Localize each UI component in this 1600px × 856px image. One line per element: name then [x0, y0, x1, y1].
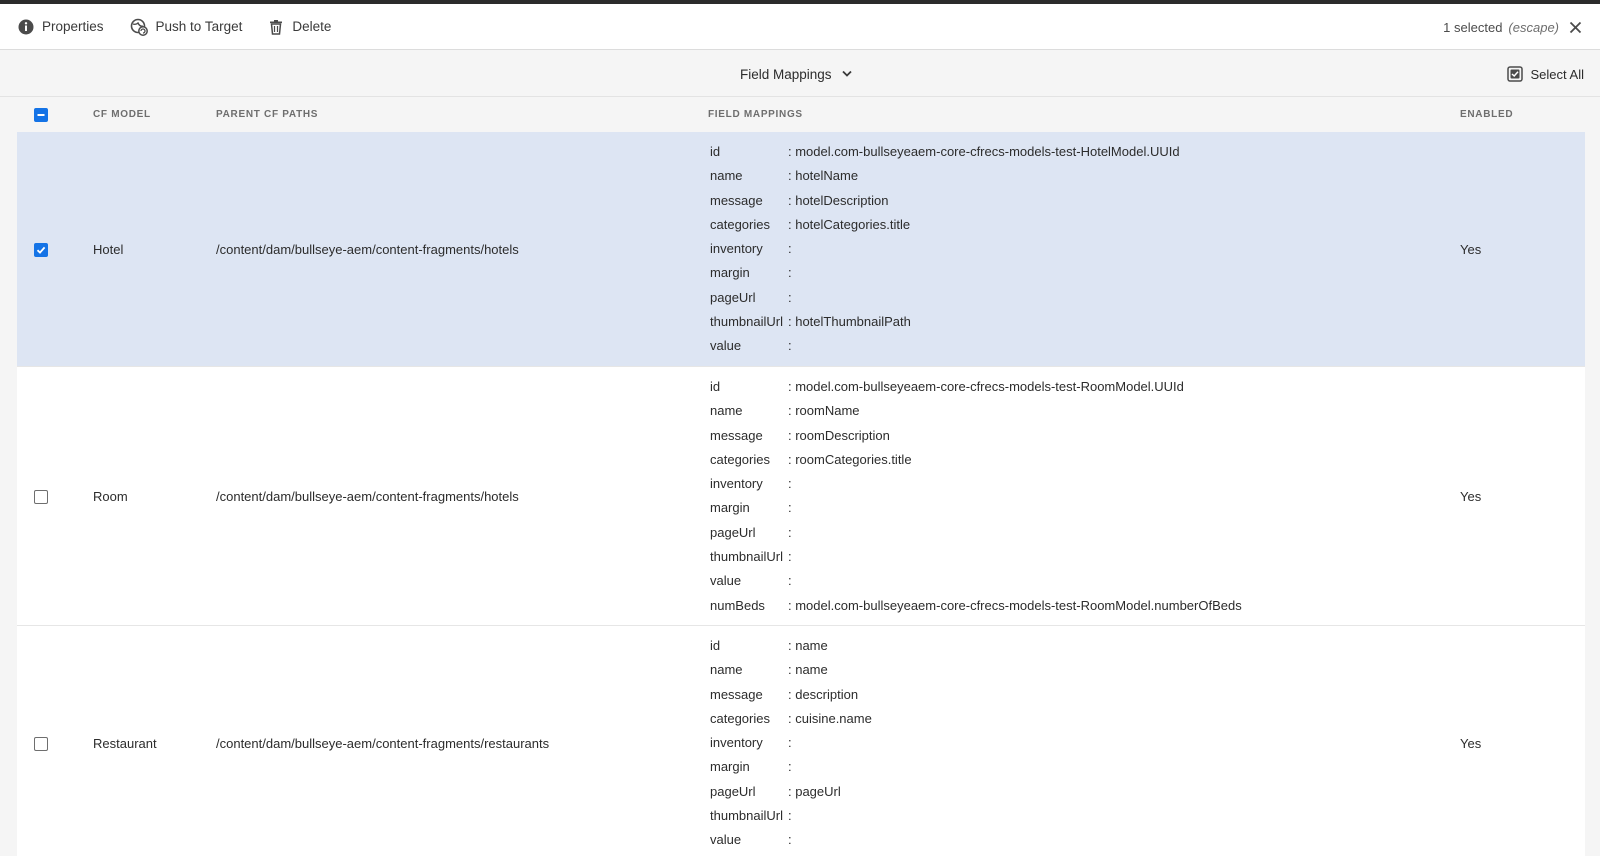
mapping-line — [710, 707, 872, 731]
mapping-key: margin — [710, 759, 750, 775]
view-switcher[interactable] — [740, 51, 852, 97]
parent-path-cell: /content/dam/bullseye-aem/content-fragments/hotels — [216, 489, 519, 504]
field-mappings-cell — [710, 634, 872, 853]
mapping-value: : — [788, 573, 792, 589]
mapping-line — [710, 496, 1242, 520]
mapping-key: pageUrl — [710, 783, 756, 799]
mapping-key: value — [710, 832, 742, 848]
field-mappings-cell — [710, 140, 1180, 359]
title-bar — [0, 51, 1600, 97]
mapping-key: categories — [710, 710, 770, 726]
delete-button[interactable] — [268, 19, 331, 35]
mapping-line — [710, 594, 1242, 618]
mapping-line — [710, 731, 872, 755]
select-all-icon — [1507, 66, 1523, 82]
header-enabled[interactable]: ENABLED — [1460, 109, 1514, 120]
table-row[interactable] — [17, 626, 1585, 856]
mapping-key: name — [710, 403, 743, 419]
mapping-key: inventory — [710, 735, 763, 751]
mapping-key: numBeds — [710, 597, 765, 613]
close-icon — [1569, 21, 1582, 34]
mapping-key: name — [710, 168, 743, 184]
row-checkbox[interactable] — [34, 737, 48, 751]
mapping-key: message — [710, 686, 763, 702]
mapping-line — [710, 399, 1242, 423]
info-icon — [18, 19, 34, 35]
header-parent-cf-paths[interactable]: PARENT CF PATHS — [216, 109, 319, 120]
mapping-value: : — [788, 735, 792, 751]
mapping-line — [710, 780, 872, 804]
mapping-value: : — [788, 524, 792, 540]
escape-hint: (escape) — [1508, 19, 1559, 35]
mapping-value: : — [788, 476, 792, 492]
mapping-value: : — [788, 759, 792, 775]
mapping-line — [710, 755, 872, 779]
properties-button[interactable] — [18, 19, 104, 35]
mapping-value: : model.com-bullseyeaem-core-cfrecs-models-test-HotelModel.UUId — [788, 144, 1180, 159]
mapping-line — [710, 472, 1242, 496]
mapping-key: value — [710, 338, 742, 354]
mapping-line — [710, 545, 1242, 569]
mapping-key: margin — [710, 265, 750, 281]
mapping-key: margin — [710, 500, 750, 516]
checkmark-icon — [36, 245, 46, 255]
cf-model-cell: Restaurant — [93, 736, 157, 751]
mapping-value: : roomName — [788, 403, 860, 419]
mapping-key: id — [710, 144, 721, 159]
mapping-value: : name — [788, 662, 828, 678]
parent-path-cell: /content/dam/bullseye-aem/content-fragments/hotels — [216, 242, 519, 257]
globe-refresh-icon — [130, 18, 148, 36]
mapping-value: : pageUrl — [788, 783, 841, 799]
mapping-key: thumbnailUrl — [710, 549, 783, 565]
mapping-line — [710, 658, 872, 682]
table-body — [17, 132, 1585, 856]
mapping-key: message — [710, 427, 763, 443]
push-to-target-label: Push to Target — [155, 19, 243, 34]
mapping-value: : — [788, 265, 792, 281]
mapping-key: pageUrl — [710, 524, 756, 540]
mapping-key: value — [710, 573, 742, 589]
selection-info — [1443, 4, 1582, 50]
select-all-button[interactable] — [1507, 51, 1584, 97]
mapping-key: thumbnailUrl — [710, 314, 783, 330]
enabled-cell: Yes — [1460, 489, 1482, 504]
mapping-key: categories — [710, 216, 770, 232]
enabled-cell: Yes — [1460, 736, 1482, 751]
mapping-key: categories — [710, 451, 770, 467]
mapping-line — [710, 828, 872, 852]
mapping-line — [710, 334, 1180, 358]
row-checkbox[interactable] — [34, 490, 48, 504]
select-all-label: Select All — [1530, 66, 1584, 82]
mapping-value: : — [788, 549, 792, 565]
mapping-value: : roomDescription — [788, 427, 890, 443]
cf-model-cell: Room — [93, 489, 128, 504]
mapping-line — [710, 521, 1242, 545]
mapping-line — [710, 140, 1180, 164]
push-to-target-button[interactable] — [130, 18, 243, 36]
mapping-value: : model.com-bullseyeaem-core-cfrecs-models-test-RoomModel.numberOfBeds — [788, 597, 1242, 613]
mapping-key: id — [710, 379, 721, 394]
mapping-key: message — [710, 192, 763, 208]
row-checkbox[interactable] — [34, 243, 48, 257]
mapping-line — [710, 683, 872, 707]
mapping-key: name — [710, 662, 743, 678]
mapping-line — [710, 448, 1242, 472]
mapping-line — [710, 634, 872, 658]
mapping-key: inventory — [710, 476, 763, 492]
mapping-line — [710, 189, 1180, 213]
header-cf-model[interactable]: CF MODEL — [93, 109, 151, 120]
mapping-key: inventory — [710, 241, 763, 257]
mapping-value: : — [788, 338, 792, 354]
mapping-line — [710, 310, 1180, 334]
chevron-down-icon — [842, 70, 852, 78]
mapping-value: : roomCategories.title — [788, 451, 912, 467]
mapping-line — [710, 569, 1242, 593]
mapping-value: : hotelThumbnailPath — [788, 314, 911, 330]
minus-icon — [37, 111, 45, 119]
mapping-line — [710, 375, 1242, 399]
parent-path-cell: /content/dam/bullseye-aem/content-fragments/restaurants — [216, 736, 550, 751]
enabled-cell: Yes — [1460, 242, 1482, 257]
mapping-value: : — [788, 808, 792, 824]
mapping-value: : — [788, 241, 792, 257]
cf-model-cell: Hotel — [93, 242, 124, 257]
mapping-line — [710, 804, 872, 828]
mapping-key: thumbnailUrl — [710, 808, 783, 824]
mapping-value: : description — [788, 686, 859, 702]
header-checkbox[interactable] — [34, 108, 48, 122]
mapping-value: : model.com-bullseyeaem-core-cfrecs-models-test-RoomModel.UUId — [788, 379, 1184, 394]
properties-label: Properties — [42, 19, 104, 34]
mappings-table — [17, 98, 1585, 856]
mapping-value: : hotelName — [788, 168, 859, 184]
field-mappings-cell — [710, 375, 1242, 618]
header-field-mappings[interactable]: FIELD MAPPINGS — [708, 109, 803, 120]
close-selection-button[interactable] — [1569, 21, 1582, 34]
delete-label: Delete — [292, 19, 332, 34]
mapping-line — [710, 164, 1180, 188]
mapping-value: : — [788, 500, 792, 516]
mapping-value: : — [788, 289, 792, 305]
mapping-value: : name — [788, 638, 828, 653]
mapping-key: id — [710, 638, 721, 653]
selected-count: 1 selected — [1443, 19, 1503, 35]
mapping-value: : cuisine.name — [788, 710, 872, 726]
mapping-line — [710, 261, 1180, 285]
mapping-value: : hotelCategories.title — [788, 216, 911, 232]
table-header — [17, 98, 1585, 132]
mapping-line — [710, 213, 1180, 237]
action-bar — [0, 4, 1600, 50]
mapping-line — [710, 286, 1180, 310]
mapping-value: : hotelDescription — [788, 192, 889, 208]
trash-icon — [268, 19, 284, 35]
table-row[interactable] — [17, 367, 1585, 626]
table-row[interactable] — [17, 132, 1585, 367]
mapping-line — [710, 237, 1180, 261]
mapping-value: : — [788, 832, 792, 848]
mapping-key: pageUrl — [710, 289, 756, 305]
view-title: Field Mappings — [740, 66, 832, 82]
mapping-line — [710, 424, 1242, 448]
